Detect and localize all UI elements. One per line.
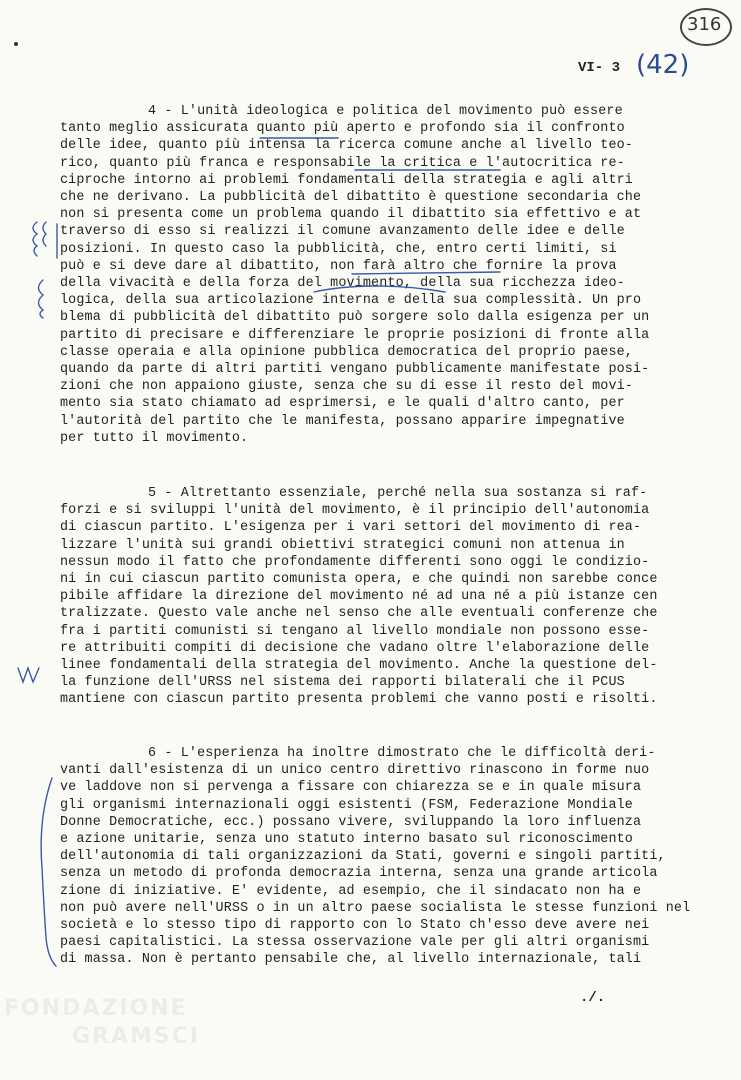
text-line: l'autorità del partito che le manifesta, possano apparire impegnative [60, 413, 625, 429]
text-line: gli organismi internazionali oggi esistenti (FSM, Federazione Mondiale [60, 797, 633, 813]
text-line: rico, quanto più franca e responsabile la critica e l'autocritica re- [60, 155, 625, 171]
text-line: di massa. Non è pertanto pensabile che, al livello internazionale, tali [60, 952, 642, 968]
margin-bracket-6-icon [41, 778, 56, 966]
text-line: pibile affidare la direzione del movimento né ad una né a più istanze cen [60, 589, 658, 605]
text-line: 5 - Altrettanto essenziale, perché nella sua sostanza si raf- [148, 486, 648, 501]
text-line: vanti dall'esistenza di un unico centro direttivo rinascono in forme nuo [60, 763, 650, 779]
text-line: delle idee, quanto più intensa la ricerca comune anche al livello teo- [60, 138, 633, 154]
page-number: 316 [687, 14, 722, 35]
margin-brace-2-icon [43, 222, 46, 246]
text-line: forzi e si sviluppi l'unità del movimento, è il principio dell'autonomia [60, 503, 650, 519]
text-line: mento sia stato chiamato ad esprimersi, e le quali d'altro canto, per [60, 396, 625, 412]
text-line: traverso di esso si realizzi il comune avanzamento delle idee e delle [60, 224, 625, 240]
text-line: blema di pubblicità del dibattito può sorgere solo dalla esigenza per un [60, 310, 650, 326]
text-line: re attribuiti compiti di decisione che vadano oltre l'elaborazione delle [60, 640, 650, 656]
text-line: ciproche intorno ai problemi fondamentali della strategia e agli altri [60, 172, 633, 188]
text-line: tralizzate. Questo vale anche nel senso che alle eventuali conferenze che [60, 606, 658, 622]
underline-non-fara [352, 272, 500, 274]
text-line: società e lo stesso tipo di rapporto con lo Stato ch'esso deve avere nei [60, 918, 650, 933]
text-line: partito di precisare e differenziare le proprie posizioni di fronte alla [60, 327, 650, 343]
text-line: zione di iniziative. E' evidente, ad esempio, che il sindacato non ha e [60, 883, 642, 899]
text-line: 6 - L'esperienza ha inoltre dimostrato che le difficoltà deri- [148, 746, 656, 761]
margin-check-icon [18, 668, 39, 682]
text-line: e azione unitarie, senza uno statuto interno basato sul riconoscimento [60, 832, 633, 847]
text-line: può e si deve dare al dibattito, non farà altro che fornire la prova [60, 258, 617, 274]
continuation-mark: ./. [580, 990, 606, 1006]
text-line: classe operaia e alla opinione pubblica democratica del proprio paese, [60, 344, 633, 360]
text-line: che ne derivano. La pubblicità del dibattito è questione secondaria che [60, 190, 642, 205]
text-line: la funzione dell'URSS nel sistema dei rapporti bilaterali che il PCUS [60, 675, 625, 691]
text-line: posizioni. In questo caso la pubblicità, che, entro certi limiti, si [60, 241, 617, 257]
text-line: mantiene con ciascun partito presenta problemi che vanno posti e risolti. [60, 692, 658, 708]
underline-movimento [314, 286, 445, 292]
margin-brace-1-icon [33, 222, 37, 256]
watermark-line-2: GRAMSCI [72, 1024, 201, 1049]
text-line: di ciascun partito. L'esigenza per i vari settori del movimento di rea- [60, 520, 642, 536]
text-line: non può avere nell'URSS o in un altro paese socialista le stesse funzioni nel [60, 900, 691, 916]
text-line: paesi capitalistici. La stessa osservazione vale per gli altri organismi [60, 935, 650, 951]
text-line: linee fondamentali della strategia del movimento. Anche la questione del- [60, 658, 658, 673]
text-line: Donne Democratiche, ecc.) possano vivere, sviluppando la loro influenza [60, 814, 642, 830]
text-line: lizzare l'unità sui grandi obiettivi strategici comuni non attenua in [60, 537, 625, 553]
text-line: zioni che non appaiono giuste, senza che su di esse il resto del movi- [60, 379, 633, 395]
text-line: della vivacità e della forza del movimento, della sua ricchezza ideo- [60, 276, 625, 291]
text-line: per tutto il movimento. [60, 430, 249, 446]
text-line: 4 - L'unità ideologica e politica del movimento può essere [148, 104, 623, 119]
margin-brace-3-icon [39, 280, 44, 318]
text-line: dell'autonomia di tali organizzazioni da Stati, governi e singoli partiti, [60, 849, 666, 865]
text-line: tanto meglio assicurata quanto più aperto e profondo sia il confronto [60, 121, 625, 137]
text-line: non si presenta come un problema quando il dibattito sia effettivo e at [60, 207, 642, 223]
text-line: quando da parte di altri partiti vengano pubblicamente manifestate posi- [60, 362, 650, 377]
handwritten-reference: (42) [636, 50, 690, 80]
text-line: nessun modo il fatto che profondamente differenti sono oggi le condizio- [60, 554, 650, 570]
text-line: senza un metodo di profonda democrazia interna, senza una grande articola [60, 866, 658, 882]
text-line: ve laddove non si pervenga a fissare con chiarezza se e in quale misura [60, 780, 642, 796]
document-reference: VI- 3 [578, 60, 621, 76]
text-line: fra i partiti comunisti si tengano al livello mondiale non possono esse- [60, 623, 650, 639]
watermark-line-1: FONDAZIONE [4, 996, 188, 1021]
text-line: logica, della sua articolazione interna e della sua complessità. Un pro [60, 293, 642, 309]
text-line: ni in cui ciascun partito comunista opera, e che quindi non sarebbe conce [60, 572, 658, 587]
